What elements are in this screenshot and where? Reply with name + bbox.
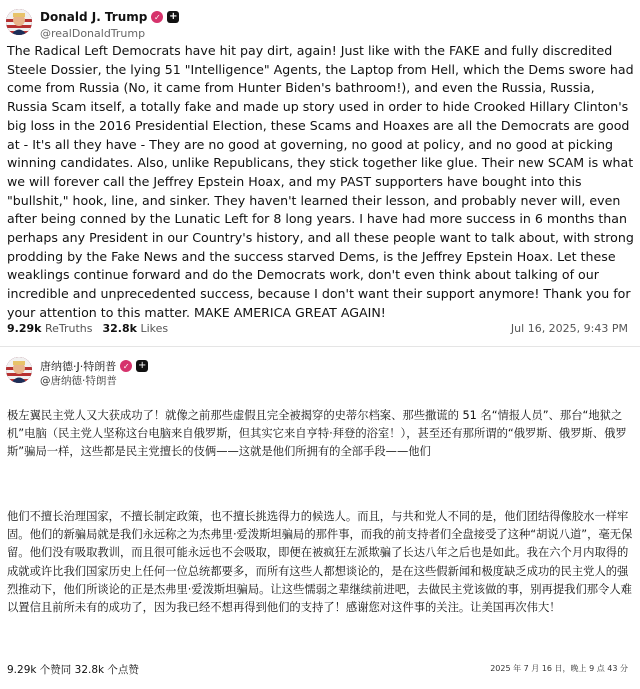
post-stats[interactable]: [7, 662, 139, 677]
author-row: [40, 10, 179, 24]
retruths-stat[interactable]: [7, 322, 93, 335]
post-timestamp[interactable]: Jul 16, 2025, 9:43 PM: [510, 322, 628, 335]
author-name[interactable]: 唐纳德·J·特朗普: [40, 360, 117, 373]
verified-icon: ✓: [151, 11, 163, 23]
post-stats: [7, 322, 168, 335]
post-body-paragraph-1: 极左翼民主党人又大获成功了！就像之前那些虚假且完全被揭穿的史蒂尔档案、那些撒谎的 51 名“情报人员”、那台“地狱之机”电脑（民主党人坚称这台电脑来自俄罗斯，但其实它来自亨特·拜登的浴室！），甚至还有那所谓的“俄罗斯、俄罗斯、俄罗斯”骗局一样，这些都是民主党擅长的伎俩——这就是他们所拥有的全部手段——他们: [7, 409, 627, 459]
author-row: [40, 358, 148, 374]
verified-icon: ✓: [120, 360, 132, 372]
author-handle[interactable]: @realDonaldTrump: [40, 27, 146, 40]
likes-stat[interactable]: [103, 322, 169, 335]
post-timestamp[interactable]: 2025 年 7 月 16 日，晚上 9 点 43 分: [490, 664, 628, 673]
post-body-paragraph-2: 他们不擅长治理国家，不擅长制定政策，也不擅长挑选得力的候选人。而且，与共和党人不同的是，他们团结得像胶水一样牢固。他们的新骗局就是我们永远称之为杰弗里·爱泼斯坦骗局的那件事，而我的前支持者们全盘接受了这种“胡说八道”，毫无保留。他们没有吸取教训，而且很可能永远也不会吸取，即便在被疯狂左派欺骗了长达八年之后也是如此。我在六个月内取得的成就或许比我们国家历史上任何一位总统都要多，而所有这些人都想谈论的，是在这些假新闻和极度缺乏成功的民主党人的强烈推动下，他们所谈论的正是杰弗里·爱泼斯坦骗局。让这些懦弱之辈继续前进吧，去做民主党该做的事，别再提我们那令人难以置信且前所未有的成功了，因为我已经不想再得到他们的支持了！感谢您对这件事的关注。让美国再次伟大！: [7, 510, 633, 615]
avatar[interactable]: [6, 9, 32, 35]
plus-badge-icon: +: [169, 11, 178, 22]
retruths-label: ReTruths: [44, 322, 93, 335]
likes-label: Likes: [140, 322, 169, 335]
likes-count: 32.8k: [102, 322, 137, 335]
author-handle[interactable]: @唐纳德·特朗普: [40, 375, 117, 387]
stats-text: 9.29k 个赞同 32.8k 个点赞: [7, 664, 139, 676]
plus-badge-icon: +: [138, 360, 147, 371]
post-body: The Radical Left Democrats have hit pay dirt, again! Just like with the FAKE and fully discredited Steele Dossier, the lying 51 "Intelligence" Agents, the Laptop from Hell, which the Dems swore had come from Russia (No, it came from Hunter Biden's bathroom!), and even the Russia, Russia, Russia Scam itself, a totally fake and made up story used in order to hide Crooked Hillary Clinton's big loss in the 2016 Presidential Election, these Scams and Hoaxes are all the Democrats are good at - It's all they have - They are no good at governing, no good at policy, and no good at picking winning candidates. Also, unlike Republicans, they stick together like glue. Their new SCAM is what we will forever call the Jeffrey Epstein Hoax, and my PAST supporters have bought into this "bullshit," hook, line, and sinker. They haven't learned their lesson, and probably never will, even after being conned by the Lunatic Left for 8 long years. I have had more success in 6 months than perhaps any President in our Country's history, and all these people want to talk about, with strong prodding by the Fake News and the success starved Dems, is the Jeffrey Epstein Hoax. Let these weaklings continue forward and do the Democrats work, don't even think about talking of our incredible and unprecedented success, because I don't want their support anymore! Thank you for your attention to this matter. MAKE AMERICA GREAT AGAIN!: [7, 43, 638, 320]
avatar[interactable]: [6, 357, 32, 383]
author-name[interactable]: Donald J. Trump: [40, 10, 148, 24]
post-chinese: [0, 347, 640, 689]
retruths-count: 9.29k: [7, 322, 42, 335]
